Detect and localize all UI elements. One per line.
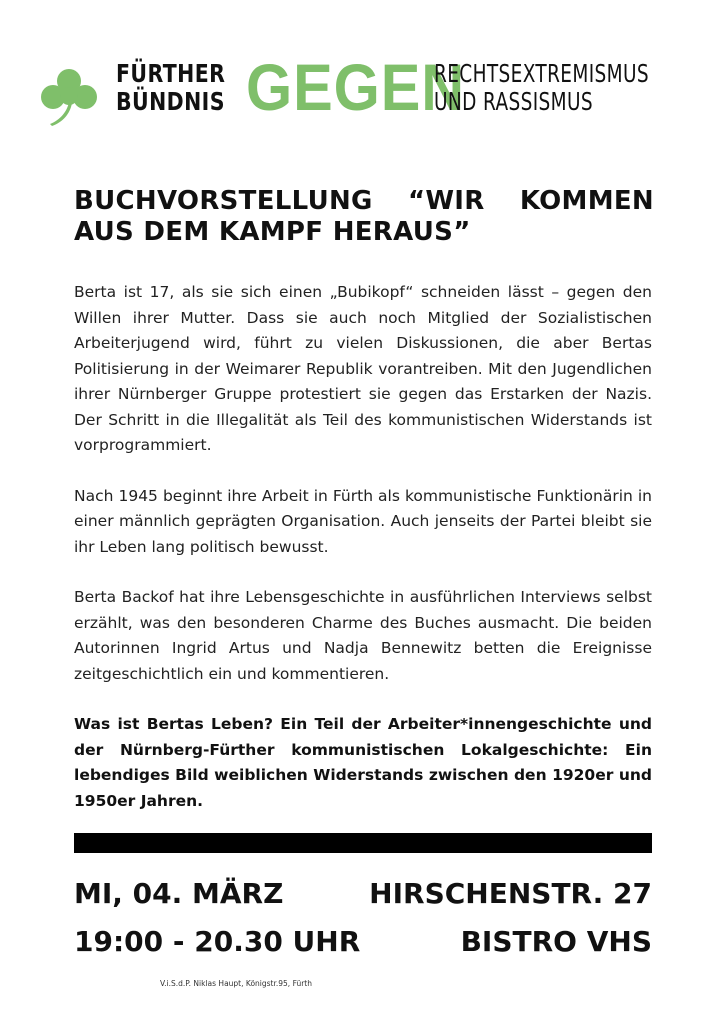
title-word-3: KOMMEN [519, 186, 654, 216]
event-address: HIRSCHENSTR. 27 [369, 877, 652, 910]
paragraph-3: Berta Backof hat ihre Lebensgeschichte in ausführlichen Interviews selbst erzählt, was den besonderen Charme des Buches ausmacht. Die beiden Autorinnen Ingrid Artus und Nadja Bennewitz betten die Ereignisse zeitgeschichtlich ein und kommentieren. [74, 588, 652, 683]
title-word-2: “WIR [407, 186, 485, 216]
page-title [74, 186, 654, 248]
event-venue: BISTRO VHS [460, 925, 652, 958]
paragraph-1: Berta ist 17, als sie sich einen „Bubikopf“ schneiden lässt – gegen den Willen ihrer Mutter. Dass sie auch noch Mitglied der Sozialistischen Arbeiterjugend wird, führt zu vielen Diskussionen, die aber Bertas Politisierung in der Weimarer Republik vorantreiben. Mit den Jugendlichen ihrer Nürnberger Gruppe protestiert sie gegen das Erstarken der Nazis. Der Schritt in die Illegalität als Teil des kommunistischen Widerstands ist vorprogrammiert. [74, 283, 652, 454]
title-line-2: AUS DEM KAMPF HERAUS” [74, 217, 471, 247]
imprint: V.i.S.d.P. Niklas Haupt, Königstr.95, Fürth [160, 979, 312, 988]
org-line-3: RECHTSEXTREMISMUS [434, 59, 649, 88]
event-row-1 [74, 877, 652, 911]
paragraph-2: Nach 1945 beginnt ihre Arbeit in Fürth als kommunistische Funktionärin in einer männlich geprägten Organisation. Auch jenseits der Partei bleibt sie ihr Leben lang politisch bewusst. [74, 486, 652, 556]
event-row-2 [74, 925, 652, 959]
clover-icon [36, 66, 102, 126]
org-line-2: BÜNDNIS [116, 87, 225, 116]
org-name-left [116, 60, 225, 116]
event-time: 19:00 - 20.30 UHR [74, 925, 361, 958]
org-name-right [434, 60, 649, 116]
divider-bar [74, 833, 652, 853]
title-word-1: BUCHVORSTELLUNG [74, 186, 373, 216]
org-line-1: FÜRTHER [116, 59, 226, 88]
event-date: MI, 04. MÄRZ [74, 877, 284, 910]
org-line-4: UND RASSISMUS [434, 87, 594, 116]
description [74, 280, 652, 839]
paragraph-highlight: Was ist Bertas Leben? Ein Teil der Arbeiter*innengeschichte und der Nürnberg-Fürther kommunistischen Lokalgeschichte: Ein lebendiges Bild weiblichen Widerstands zwischen den 1920er und 1950er Jahren. [74, 715, 652, 810]
organization-logo [36, 50, 696, 128]
title-line-1 [74, 186, 654, 217]
org-name-gegen: GEGEN [246, 50, 466, 124]
